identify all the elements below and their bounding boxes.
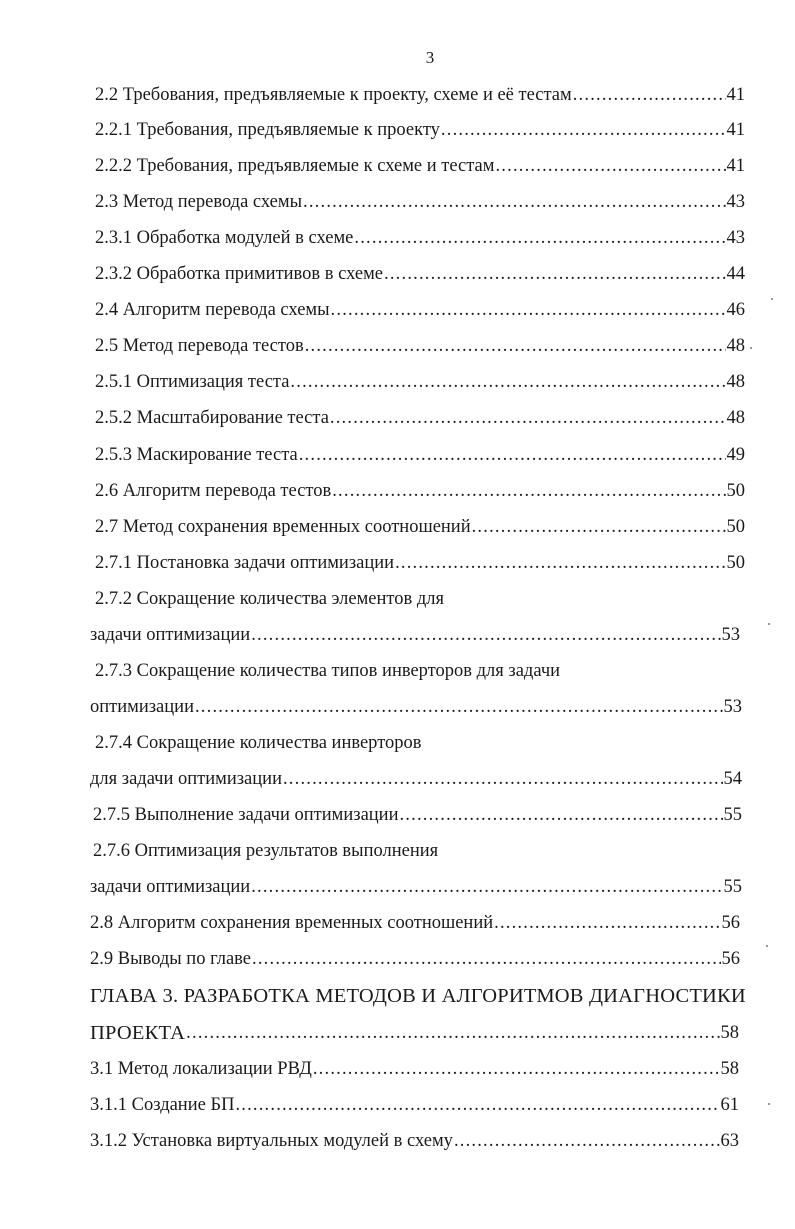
toc-entry-title: 2.7.1 Постановка задачи оптимизации [95,553,395,573]
scan-speck [766,945,768,947]
page-number: 3 [425,48,435,67]
chapter-title: ГЛАВА 3. РАЗРАБОТКА МЕТОДОВ И АЛГОРИТМОВ ДИАГНОСТИКИ [90,985,746,1007]
dot-leader [384,261,725,287]
dot-leader [186,1020,719,1046]
toc-entry-page: 53 [721,625,740,645]
toc-entry-title: 2.7.6 Оптимизация результатов выполнения [93,841,439,861]
dot-leader [495,153,725,179]
toc-entry[interactable] [95,586,444,612]
toc-entry[interactable] [90,1056,739,1082]
toc-entry-continuation[interactable] [90,1020,739,1046]
scan-speck [771,298,773,300]
dot-leader [332,478,725,504]
dot-leader [299,442,726,468]
toc-entry-page: 55 [723,805,742,825]
toc-entry-continuation[interactable] [90,694,742,720]
toc-entry-title: оптимизации [90,697,194,717]
toc-entry[interactable] [95,369,745,395]
toc-entry-page: 43 [726,228,745,248]
toc-entry-page: 50 [726,481,745,501]
toc-entry-title: 2.2 Требования, предъявляемые к проекту, схеме и её тестам [95,85,572,105]
toc-entry-title: 3.1 Метод локализации РВД [90,1059,312,1079]
dot-leader [354,225,725,251]
scan-speck [750,347,752,349]
toc-entry-page: 48 [726,408,745,428]
dot-leader [494,910,720,936]
toc-entry-title: для задачи оптимизации [90,769,282,789]
scan-speck [768,1103,770,1105]
toc-entry[interactable] [95,261,745,287]
dot-leader [573,82,726,108]
toc-entry[interactable] [90,946,740,972]
dot-leader [251,874,722,900]
toc-entry-title: 3.1.1 Создание БП [90,1095,235,1115]
toc-entry[interactable] [95,658,560,684]
chapter-heading[interactable] [90,983,746,1009]
toc-entry-continuation[interactable] [90,766,742,792]
toc-entry-title: 3.1.2 Установка виртуальных модулей в схему [90,1131,453,1151]
toc-entry-continuation[interactable] [90,622,740,648]
toc-entry-page: 53 [723,697,742,717]
toc-entry[interactable] [95,297,745,323]
toc-entry[interactable] [95,225,745,251]
dot-leader [251,622,720,648]
toc-entry[interactable] [95,153,745,179]
toc-entry-page: 41 [726,156,745,176]
toc-entry-title: задачи оптимизации [90,625,251,645]
toc-entry[interactable] [95,730,422,756]
toc-entry-page: 50 [726,517,745,537]
dot-leader [395,550,725,576]
toc-entry-page: 48 [726,372,745,392]
toc-entry-title: 2.2.1 Требования, предъявляемые к проекту [95,120,440,140]
toc-entry-page: 56 [721,949,740,969]
toc-entry-page: 41 [726,85,745,105]
dot-leader [441,117,726,143]
toc-entry-title: 2.8 Алгоритм сохранения временных соотношений [90,913,494,933]
toc-entry-title: 2.7.4 Сокращение количества инверторов [95,733,422,753]
toc-entry-title: 2.3 Метод перевода схемы [95,192,303,212]
dot-leader [454,1128,720,1154]
toc-entry[interactable] [95,478,745,504]
toc-entry-page: 48 [726,336,745,356]
dot-leader [313,1056,720,1082]
toc-entry-page: 58 [720,1023,739,1043]
dot-leader [290,369,725,395]
dot-leader [330,405,726,431]
toc-entry-page: 43 [726,192,745,212]
toc-entry-title: 2.7.2 Сокращение количества элементов для [95,589,445,609]
toc-entry-title: 2.4 Алгоритм перевода схемы [95,300,330,320]
toc-entry-continuation[interactable] [90,874,742,900]
toc-entry[interactable] [95,442,745,468]
toc-entry-title: 2.2.2 Требования, предъявляемые к схеме и тестам [95,156,495,176]
toc-entry-title: 2.9 Выводы по главе [90,949,252,969]
toc-entry-title: 2.5.1 Оптимизация теста [95,372,290,392]
toc-entry-page: 50 [726,553,745,573]
toc-entry[interactable] [90,910,740,936]
toc-entry-title: 2.7.3 Сокращение количества типов инверторов для задачи [95,661,561,681]
toc-entry-page: 58 [720,1059,739,1079]
toc-entry-page: 56 [721,913,740,933]
toc-entry[interactable] [95,117,745,143]
toc-entry-page: 63 [720,1131,739,1151]
scan-speck [768,623,770,625]
toc-entry-title: 2.6 Алгоритм перевода тестов [95,481,332,501]
toc-entry-title: 2.5.3 Маскирование теста [95,445,298,465]
toc-entry-page: 49 [726,445,745,465]
toc-entry-page: 55 [723,877,742,897]
toc-entry[interactable] [90,1092,739,1118]
toc-entry-page: 54 [723,769,742,789]
dot-leader [303,189,725,215]
toc-entry-title: 2.5.2 Масштабирование теста [95,408,329,428]
dot-leader [305,333,726,359]
toc-entry-page: 61 [720,1095,739,1115]
toc-entry-title: 2.3.2 Обработка примитивов в схеме [95,264,384,284]
dot-leader [472,514,726,540]
toc-entry[interactable] [95,514,745,540]
toc-entry[interactable] [95,333,745,359]
dot-leader [283,766,723,792]
toc-entry-page: 44 [726,264,745,284]
dot-leader [252,946,720,972]
toc-entry[interactable] [95,189,745,215]
toc-entry-title: 2.7.5 Выполнение задачи оптимизации [93,805,399,825]
toc-entry[interactable] [93,838,438,864]
toc-entry-title: 2.3.1 Обработка модулей в схеме [95,228,354,248]
toc-entry[interactable] [95,82,745,108]
toc-entry-page: 41 [726,120,745,140]
dot-leader [235,1092,719,1118]
toc-entry[interactable] [95,550,745,576]
dot-leader [331,297,726,323]
toc-entry-title: 2.7 Метод сохранения временных соотношений [95,517,471,537]
toc-entry[interactable] [95,405,745,431]
toc-entry-title: 2.5 Метод перевода тестов [95,336,304,356]
toc-entry-title: задачи оптимизации [90,877,251,897]
dot-leader [195,694,723,720]
dot-leader [399,802,722,828]
toc-entry[interactable] [93,802,742,828]
toc-entry-title: ПРОЕКТА [90,1022,186,1044]
toc-entry[interactable] [90,1128,739,1154]
toc-entry-page: 46 [726,300,745,320]
